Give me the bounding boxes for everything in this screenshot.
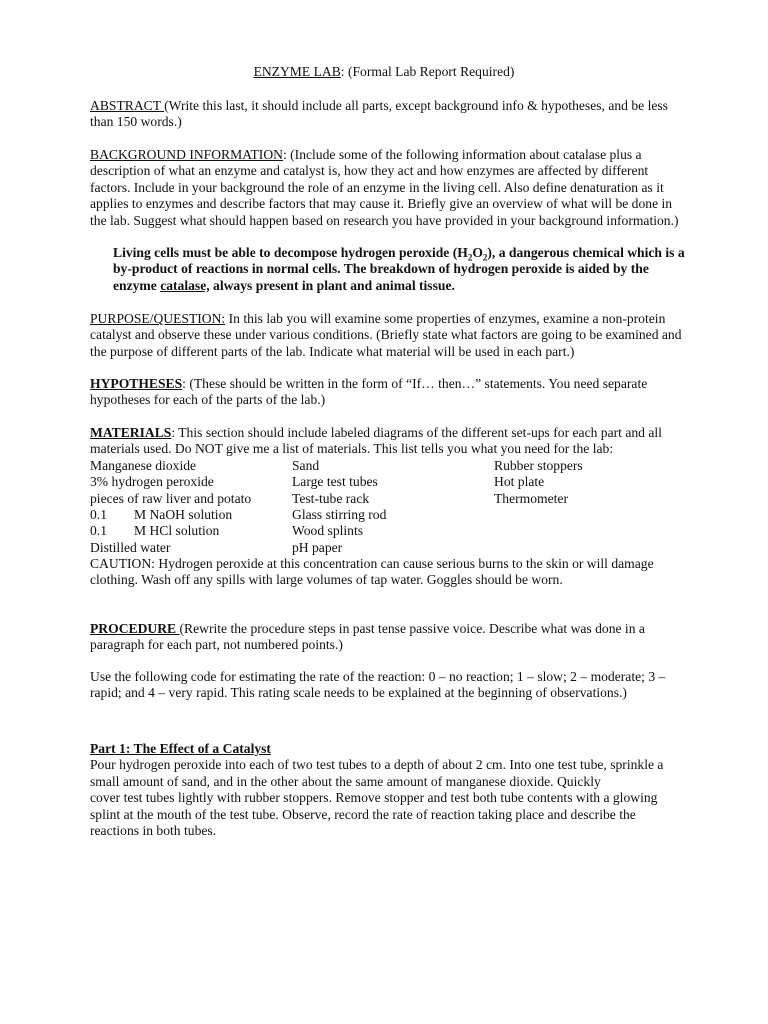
purpose-text: In this lab you will examine some properties of enzymes, examine a non-protein: [225, 311, 666, 326]
part1-line: cover test tubes lightly with rubber stoppers. Remove stopper and test both tube contents with a glowing: [90, 790, 658, 806]
emphasis-line-3: [113, 278, 703, 294]
hypotheses-line-1: [90, 376, 690, 392]
part1-line: small amount of sand, and in the other about the same amount of manganese dioxide. Quickly: [90, 773, 601, 789]
hypotheses-section: [90, 376, 690, 409]
hypotheses-line-2: hypotheses for each of the parts of the lab.): [90, 392, 326, 408]
emphasis-text: always present in plant and animal tissue.: [209, 277, 455, 293]
document-title: [0, 64, 768, 80]
catalase-emphasis: [113, 245, 703, 294]
background-heading: BACKGROUND INFORMATION: [90, 147, 283, 162]
part1-section: [90, 741, 690, 839]
background-line-4: applies to enzymes and describe factors that may cause it. Briefly give an overview of what will be done in: [90, 196, 673, 212]
rating-line-1: Use the following code for estimating the rate of the reaction: 0 – no reaction; 1 – slow; 2 – moderate; 3 –: [90, 669, 666, 684]
procedure-section: [90, 621, 690, 654]
materials-line-2: materials used. Do NOT give me a list of materials. This list tells you what you need for the lab:: [90, 441, 614, 457]
hypotheses-text: : (These should be written in the form of “If… then…” statements. You need separate: [182, 376, 648, 391]
materials-line-1: [90, 425, 690, 441]
procedure-heading: PROCEDURE: [90, 621, 180, 636]
emphasis-text: Living cells must be able to decompose hydrogen peroxide (H: [113, 245, 468, 260]
rating-line-2: rapid; and 4 – very rapid. This rating scale needs to be explained at the beginning of observations.): [90, 685, 627, 701]
material-item: Hot plate: [494, 474, 545, 489]
purpose-heading: PURPOSE/QUESTION:: [90, 311, 226, 326]
subscript: 2: [467, 252, 473, 263]
abstract-section: [90, 98, 690, 131]
materials-text: : This section should include labeled diagrams of the different set-ups for each part and all: [171, 425, 662, 440]
naoh-molarity: 0.1: [90, 507, 107, 522]
material-item: Manganese dioxide: [90, 458, 197, 473]
procedure-line-2: paragraph for each part, not numbered points.): [90, 637, 343, 653]
material-item: Large test tubes: [292, 474, 378, 489]
procedure-text: (Rewrite the procedure steps in past tense passive voice. Describe what was done in a: [179, 621, 645, 636]
caution-line-1: CAUTION: Hydrogen peroxide at this concentration can cause serious burns to the skin or will damage: [90, 556, 654, 571]
materials-heading: MATERIALS: [90, 425, 172, 440]
material-item: [90, 523, 219, 539]
material-item: pH paper: [292, 540, 343, 555]
background-line-2: description of what an enzyme and catalyst is, how they act and how enzymes are affected by different: [90, 163, 649, 179]
background-text: : (Include some of the following information about catalase plus a: [282, 147, 642, 162]
catalase-term: catalase,: [160, 277, 210, 293]
emphasis-text: ), a dangerous chemical which is a: [487, 245, 685, 260]
rating-code-paragraph: [90, 669, 690, 702]
background-section: [90, 147, 690, 229]
material-item: [90, 507, 232, 523]
material-item: pieces of raw liver and potato: [90, 491, 252, 506]
procedure-line-1: [90, 621, 690, 637]
part1-heading: Part 1: The Effect of a Catalyst: [90, 741, 271, 756]
part1-line: splint at the mouth of the test tube. Observe, record the rate of reaction taking place and describe the: [90, 806, 636, 822]
title-suffix: : (Formal Lab Report Required): [340, 64, 515, 79]
emphasis-line-1: [113, 245, 703, 261]
background-line-5: the lab. Suggest what should happen based on research you have provided in your background information.): [90, 212, 679, 228]
naoh-label: M NaOH solution: [134, 507, 233, 522]
purpose-line-3: the purpose of different parts of the lab. Indicate what material will be used in each part.): [90, 343, 575, 359]
materials-section: [90, 425, 690, 458]
emphasis-text: O: [472, 245, 483, 260]
material-item: Thermometer: [494, 491, 568, 506]
purpose-line-1: [90, 311, 690, 327]
purpose-line-2: catalyst and observe these under various conditions. (Briefly state what factors are going to be examined and: [90, 327, 682, 343]
material-item: Rubber stoppers: [494, 458, 583, 473]
material-item: Distilled water: [90, 540, 171, 555]
caution-note: [90, 556, 690, 589]
hcl-label: M HCl solution: [134, 523, 220, 538]
background-line-3: factors. Include in your background the role of an enzyme in the living cell. Also define denaturation as it: [90, 179, 664, 195]
part1-line: Pour hydrogen peroxide into each of two test tubes to a depth of about 2 cm. Into one test tube, sprinkle a: [90, 757, 664, 773]
abstract-text: (Write this last, it should include all parts, except background info & hypotheses, and be less: [164, 98, 668, 113]
hcl-molarity: 0.1: [90, 523, 107, 538]
hypotheses-heading: HYPOTHESES: [90, 376, 183, 391]
material-item: 3% hydrogen peroxide: [90, 474, 214, 489]
emphasis-line-2: by-product of reactions in normal cells. The breakdown of hydrogen peroxide is aided by the: [113, 261, 649, 277]
abstract-heading: ABSTRACT: [90, 98, 165, 113]
purpose-section: [90, 311, 690, 360]
part1-line: reactions in both tubes.: [90, 823, 217, 839]
abstract-line-2: than 150 words.): [90, 114, 182, 130]
emphasis-text: enzyme: [113, 277, 161, 293]
abstract-line-1: [90, 98, 690, 114]
material-item: Test-tube rack: [292, 491, 370, 506]
subscript: 2: [482, 252, 488, 263]
material-item: Wood splints: [292, 523, 364, 538]
material-item: Sand: [292, 458, 320, 473]
material-item: Glass stirring rod: [292, 507, 387, 522]
title-text: ENZYME LAB: [253, 64, 341, 79]
caution-line-2: clothing. Wash off any spills with large volumes of tap water. Goggles should be worn.: [90, 572, 563, 588]
background-line-1: [90, 147, 690, 163]
